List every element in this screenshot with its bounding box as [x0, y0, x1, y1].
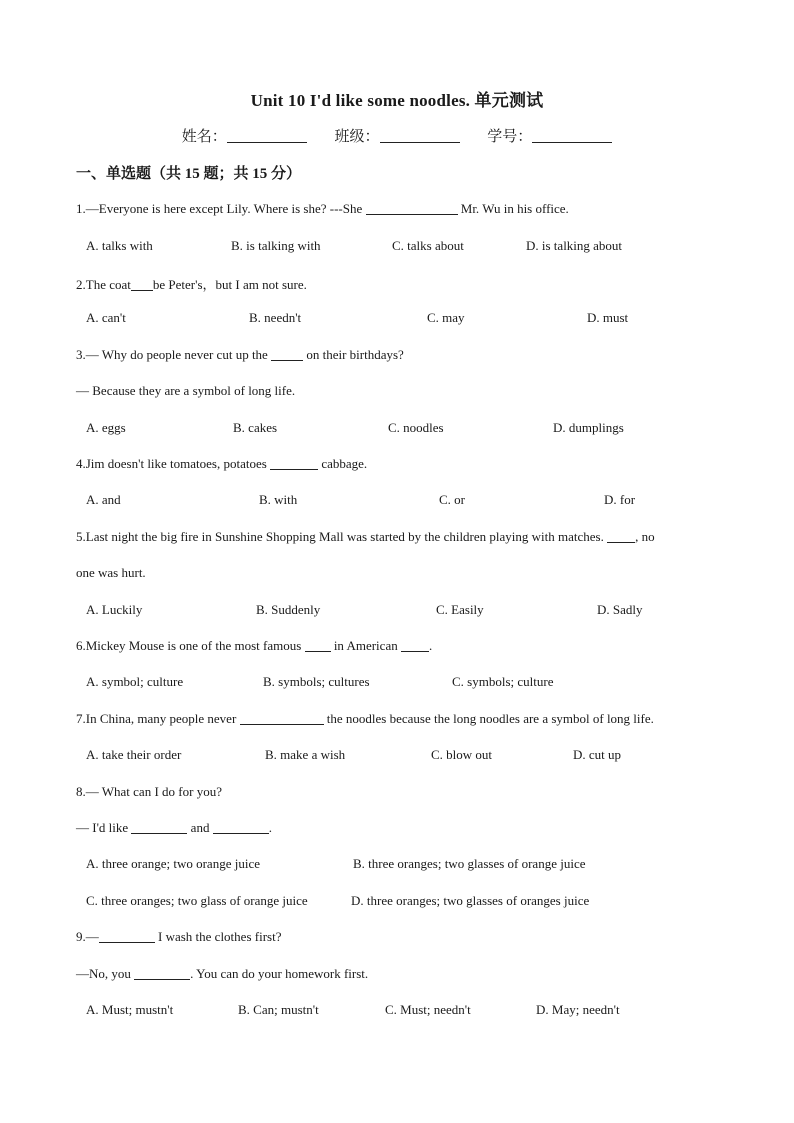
q1-option-a: A. talks with [86, 238, 153, 253]
answer-blank [305, 639, 331, 652]
answer-blank [131, 821, 187, 834]
q7-option-c: C. blow out [431, 747, 493, 762]
question-9-reply: —No, you . You can do your homework first. [76, 966, 369, 981]
q4-option-a: A. and [86, 492, 121, 507]
q6-option-a: A. symbol; culture [86, 674, 184, 689]
question-3-reply: — Because they are a symbol of long life. [76, 383, 296, 398]
q4-option-c: C. or [439, 492, 465, 507]
q1-option-b: B. is talking with [231, 238, 321, 253]
answer-blank [401, 639, 429, 652]
question-3: 3.— Why do people never cut up the on their birthdays? [76, 347, 404, 362]
q5-option-d: D. Sadly [597, 602, 643, 617]
question-8-reply: — I'd like and . [76, 820, 272, 835]
q6-option-b: B. symbols; cultures [263, 674, 370, 689]
question-1: 1.—Everyone is here except Lily. Where is she? ---She Mr. Wu in his office. [76, 201, 569, 216]
question-7: 7.In China, many people never the noodles because the long noodles are a symbol of long life. [76, 711, 654, 726]
answer-blank [131, 278, 153, 291]
q8-option-c: C. three oranges; two glass of orange juice [86, 893, 308, 908]
page-title: Unit 10 I'd like some noodles. 单元测试 [250, 91, 544, 110]
q5-option-a: A. Luckily [86, 602, 143, 617]
answer-blank [240, 712, 324, 725]
q8-option-d: D. three oranges; two glasses of oranges juice [351, 893, 590, 908]
q4-option-b: B. with [259, 492, 298, 507]
answer-blank [271, 348, 303, 361]
question-2: 2.The coat be Peter's，but I am not sure. [76, 277, 307, 292]
answer-blank [134, 967, 190, 980]
q3-option-a: A. eggs [86, 420, 126, 435]
q3-option-d: D. dumplings [553, 420, 624, 435]
q3-option-c: C. noodles [388, 420, 444, 435]
answer-blank [99, 930, 155, 943]
question-9: 9.— I wash the clothes first? [76, 929, 282, 944]
question-5: 5.Last night the big fire in Sunshine Shopping Mall was started by the children playing with matches. , no [76, 529, 655, 544]
q9-option-b: B. Can; mustn't [238, 1002, 319, 1017]
q8-option-a: A. three orange; two orange juice [86, 856, 260, 871]
question-6: 6.Mickey Mouse is one of the most famous in American . [76, 638, 433, 653]
answer-blank [270, 457, 318, 470]
question-4: 4.Jim doesn't like tomatoes, potatoes cabbage. [76, 456, 368, 471]
student-id-field: 学号： [487, 129, 612, 145]
question-8: 8.— What can I do for you? [76, 784, 222, 799]
student-info-row [0, 125, 794, 146]
q4-option-d: D. for [604, 492, 636, 507]
q6-option-c: C. symbols; culture [452, 674, 554, 689]
q1-option-d: D. is talking about [526, 238, 623, 253]
class-field: 班级： [334, 129, 459, 145]
q3-option-b: B. cakes [233, 420, 278, 435]
q2-option-a: A. can't [86, 310, 126, 325]
q8-option-b: B. three oranges; two glasses of orange juice [353, 856, 586, 871]
answer-blank [213, 821, 269, 834]
q2-option-c: C. may [427, 310, 465, 325]
q7-option-d: D. cut up [573, 747, 622, 762]
section-heading: 一、单选题（共 15 题；共 15 分） [76, 166, 302, 182]
question-5-continued: one was hurt. [76, 565, 146, 580]
q7-option-a: A. take their order [86, 747, 182, 762]
q9-option-c: C. Must; needn't [385, 1002, 471, 1017]
q1-option-c: C. talks about [392, 238, 464, 253]
name-field: 姓名： [182, 129, 307, 145]
q2-option-d: D. must [587, 310, 629, 325]
q2-option-b: B. needn't [249, 310, 302, 325]
answer-blank [366, 202, 458, 215]
q7-option-b: B. make a wish [265, 747, 346, 762]
q5-option-b: B. Suddenly [256, 602, 321, 617]
q9-option-a: A. Must; mustn't [86, 1002, 174, 1017]
q5-option-c: C. Easily [436, 602, 484, 617]
answer-blank [607, 530, 635, 543]
q9-option-d: D. May; needn't [536, 1002, 620, 1017]
